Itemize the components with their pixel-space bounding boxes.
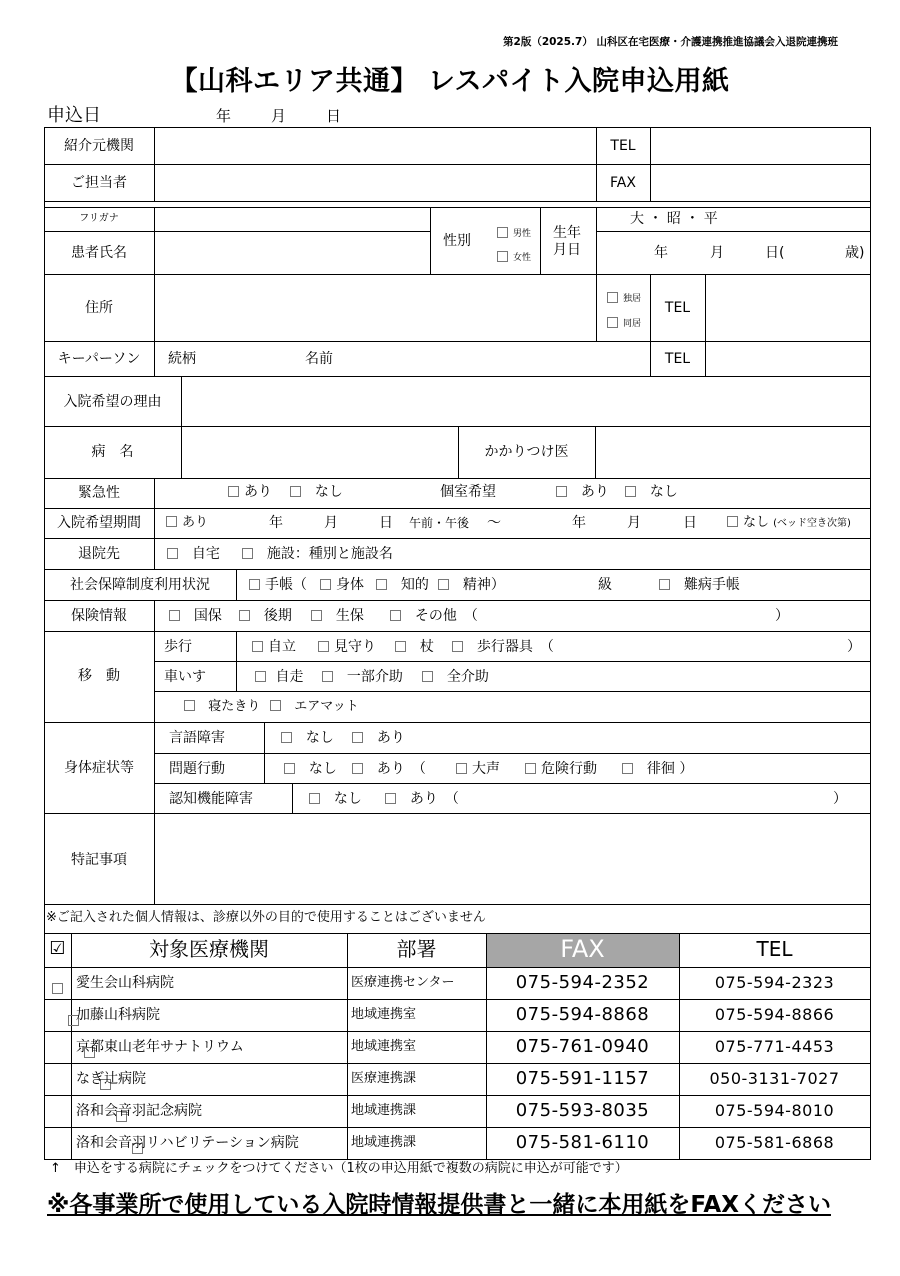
birth-label-1: 生年 xyxy=(553,225,581,241)
full-label: 全介助 xyxy=(446,669,489,685)
physical-option[interactable] xyxy=(320,578,364,592)
referrer-contact-field[interactable] xyxy=(156,166,594,200)
notes-label: 特記事項 xyxy=(71,852,127,868)
hospital-fax: 075-593-8035 xyxy=(515,1100,650,1121)
behavior-no-option[interactable] xyxy=(284,762,337,776)
keyperson-tel-label: TEL xyxy=(664,351,691,367)
reason-field[interactable] xyxy=(183,378,868,425)
checkbox-other[interactable] xyxy=(390,610,401,621)
checkbox-cognitive-no[interactable] xyxy=(309,793,320,804)
social-label: 社会保障制度利用状況 xyxy=(70,577,210,593)
behavior-label: 問題行動 xyxy=(169,761,225,777)
speech-no-label: なし xyxy=(305,730,334,746)
checkbox-behavior-no[interactable] xyxy=(284,763,295,774)
partial-label: 一部介助 xyxy=(346,669,403,685)
check-instruction: ↑ 申込をする病院にチェックをつけてください（1枚の申込用紙で複数の病院に申込が可能です） xyxy=(50,1161,628,1176)
walk-walker-option[interactable] xyxy=(452,640,554,654)
hospital-name: 加藤山科病院 xyxy=(76,1007,160,1023)
private-yes-option[interactable] xyxy=(556,485,609,499)
checkbox-facility[interactable] xyxy=(242,548,253,559)
period-month-1: 月 xyxy=(324,515,338,531)
checkbox-handbook[interactable] xyxy=(249,579,260,590)
wander-option[interactable] xyxy=(622,762,693,776)
loud-label: 大声 xyxy=(472,761,500,777)
walk-cane-option[interactable] xyxy=(395,640,434,654)
era-options[interactable]: 大 ・ 昭 ・ 平 xyxy=(630,211,718,227)
checkbox-independent[interactable] xyxy=(252,641,263,652)
period-no-note: (ベッド空き次第) xyxy=(773,518,851,529)
hospital-tel: 075-594-2323 xyxy=(714,973,835,992)
checkbox-private-no[interactable] xyxy=(625,486,636,497)
behavior-no-label: なし xyxy=(308,761,337,777)
period-yes-label: あり xyxy=(182,515,209,530)
fax-header: FAX xyxy=(560,935,605,963)
birth-month: 月 xyxy=(710,245,724,261)
address-tel-field[interactable] xyxy=(707,276,868,340)
wheelchair-self-option[interactable] xyxy=(255,670,303,684)
address-field[interactable] xyxy=(156,276,594,340)
address-tel-label: TEL xyxy=(664,300,691,316)
hospital-dept: 地域連携室 xyxy=(351,1007,417,1022)
cognitive-no-label: なし xyxy=(333,791,362,807)
dept-header: 部署 xyxy=(396,937,437,961)
cognitive-no-option[interactable] xyxy=(309,792,362,806)
cognitive-yes-option[interactable] xyxy=(385,792,459,806)
private-no-label: なし xyxy=(649,484,678,500)
reason-label: 入院希望の理由 xyxy=(63,394,162,410)
checkbox-alone[interactable] xyxy=(607,292,618,303)
checkbox-private-yes[interactable] xyxy=(556,486,567,497)
referrer-org-label: 紹介元機関 xyxy=(64,138,134,154)
danger-label: 危険行動 xyxy=(541,761,597,777)
cane-label: 杖 xyxy=(419,639,434,655)
checkbox-intellectual[interactable] xyxy=(376,579,387,590)
behavior-yes-label: あり （ xyxy=(376,761,426,777)
keyperson-label: キーパーソン xyxy=(57,351,141,367)
female-label: 女性 xyxy=(513,253,532,263)
hospital-dept: 地域連携室 xyxy=(351,1039,417,1054)
checkbox-welfare[interactable] xyxy=(311,610,322,621)
wheelchair-label: 車いす xyxy=(164,669,206,685)
period-label: 入院希望期間 xyxy=(57,515,141,531)
checkbox-physical[interactable] xyxy=(320,579,331,590)
insurance-other-option[interactable] xyxy=(390,609,478,623)
hospital-fax: 075-594-8868 xyxy=(515,1004,650,1025)
period-day-1: 日 xyxy=(379,515,393,531)
private-room-label: 個室希望 xyxy=(440,484,496,500)
urgency-no-option[interactable] xyxy=(290,485,343,499)
checkbox-cane[interactable] xyxy=(395,641,406,652)
male-label: 男性 xyxy=(513,229,532,239)
footer-notice: ※各事業所で使用している入院時情報提供書と一緒に本用紙をFAXください xyxy=(47,1192,831,1218)
family-doctor-label: かかりつけ医 xyxy=(484,444,569,460)
checkbox-mental[interactable] xyxy=(438,579,449,590)
insurance-label: 保険情報 xyxy=(71,608,127,624)
cognitive-close-paren: ） xyxy=(833,791,847,807)
checkbox-walker[interactable] xyxy=(452,641,463,652)
mental-option[interactable] xyxy=(438,578,505,592)
version-note: 第2版（2025.7） 山科区在宅医療・介護連携推進協議会入退院連携班 xyxy=(503,36,838,48)
mental-label: 精神） xyxy=(462,577,505,593)
bedridden-label: 寝たきり xyxy=(208,699,261,714)
walk-independent-option[interactable] xyxy=(252,640,296,654)
living-alone-option[interactable] xyxy=(607,293,641,304)
checkbox-watch[interactable] xyxy=(318,641,329,652)
checkbox-wander[interactable] xyxy=(622,763,633,774)
hospital-name: 愛生会山科病院 xyxy=(76,975,174,991)
hospital-fax: 075-591-1157 xyxy=(515,1068,650,1089)
keyperson-name-label: 名前 xyxy=(305,351,333,367)
discharge-label: 退院先 xyxy=(78,546,120,562)
hospital-tel: 075-771-4453 xyxy=(714,1037,835,1056)
referrer-contact-label: ご担当者 xyxy=(71,175,127,191)
checkbox-together[interactable] xyxy=(607,317,618,328)
checkbox-cognitive-yes[interactable] xyxy=(385,793,396,804)
hospital-checkbox[interactable] xyxy=(52,983,63,994)
cognitive-label: 認知機能障害 xyxy=(169,791,253,807)
checkbox-full[interactable] xyxy=(422,671,433,682)
referrer-tel-label: TEL xyxy=(610,138,636,154)
handbook-option[interactable] xyxy=(249,578,307,592)
referrer-fax-field[interactable] xyxy=(652,166,868,200)
checkbox-later[interactable] xyxy=(239,610,250,621)
hospital-tel: 050-3131-7027 xyxy=(709,1069,840,1088)
speech-yes-label: あり xyxy=(376,730,405,746)
other-label: その他 （ xyxy=(414,608,478,624)
ampm-label: 午前・午後 xyxy=(409,516,470,530)
private-no-option[interactable] xyxy=(625,485,678,499)
walker-label: 歩行器具 （ xyxy=(476,639,554,655)
checkbox-intractable[interactable] xyxy=(659,579,670,590)
checkbox-speech-yes[interactable] xyxy=(352,732,363,743)
keyperson-tel-field[interactable] xyxy=(707,343,868,375)
bedridden-option[interactable] xyxy=(184,700,260,713)
checkbox-urgency-no[interactable] xyxy=(290,486,301,497)
checkbox-airmat[interactable] xyxy=(270,700,281,711)
checkbox-self[interactable] xyxy=(255,671,266,682)
hospital-name-header: 対象医療機関 xyxy=(149,937,269,961)
independent-label: 自立 xyxy=(268,639,296,655)
sex-male-option[interactable] xyxy=(497,228,531,239)
checkbox-home[interactable] xyxy=(167,548,178,559)
walker-close-paren: ） xyxy=(847,639,861,655)
period-month-2: 月 xyxy=(627,515,641,531)
disease-label: 病 名 xyxy=(91,444,134,460)
hospital-dept: 地域連携課 xyxy=(351,1135,417,1150)
loud-option[interactable] xyxy=(456,762,500,776)
checkbox-danger[interactable] xyxy=(525,763,536,774)
privacy-notice: ※ご記入された個人情報は、診療以外の目的で使用することはございません xyxy=(46,910,486,925)
hospital-dept: 地域連携課 xyxy=(351,1103,417,1118)
furigana-field[interactable] xyxy=(156,209,428,230)
private-yes-label: あり xyxy=(580,484,609,500)
hospital-fax: 075-581-6110 xyxy=(515,1132,650,1153)
sex-female-option[interactable] xyxy=(497,252,531,263)
self-label: 自走 xyxy=(275,669,304,685)
page-title: 【山科エリア共通】 レスパイト入院申込用紙 xyxy=(170,66,730,97)
hospital-name: 京都東山老年サナトリウム xyxy=(76,1039,244,1055)
patient-name-field[interactable] xyxy=(156,233,428,273)
age-label: 歳) xyxy=(845,245,865,261)
checkbox-urgency-yes[interactable] xyxy=(228,486,239,497)
checkbox-speech-no[interactable] xyxy=(281,732,292,743)
behavior-yes-option[interactable] xyxy=(352,762,426,776)
airmat-option[interactable] xyxy=(270,700,359,713)
symptoms-label: 身体症状等 xyxy=(64,760,134,776)
facility-label: 施設：種別と施設名 xyxy=(266,546,393,562)
cognitive-yes-label: あり （ xyxy=(409,791,459,807)
disease-field[interactable] xyxy=(183,428,456,477)
referrer-tel-field[interactable] xyxy=(652,129,868,163)
mobility-label: 移 動 xyxy=(78,668,120,684)
furigana-label: フリガナ xyxy=(79,213,119,224)
hospital-tel: 075-594-8010 xyxy=(714,1101,835,1120)
period-year-2: 年 xyxy=(572,515,586,531)
checkbox-partial[interactable] xyxy=(322,671,333,682)
date-year: 年 xyxy=(216,107,232,125)
checkbox-behavior-yes[interactable] xyxy=(352,763,363,774)
wander-label: 徘徊 ） xyxy=(646,761,694,777)
period-year-1: 年 xyxy=(269,515,283,531)
hospital-tel: 075-594-8866 xyxy=(714,1005,835,1024)
checkbox-loud[interactable] xyxy=(456,763,467,774)
checkbox-period-no[interactable] xyxy=(727,516,738,527)
date-month: 月 xyxy=(271,107,287,125)
birth-label-2: 月日 xyxy=(553,242,581,258)
urgency-no-label: なし xyxy=(314,484,343,500)
hospital-fax: 075-761-0940 xyxy=(515,1036,650,1057)
relation-label: 続柄 xyxy=(168,351,196,367)
danger-option[interactable] xyxy=(525,762,597,776)
urgency-yes-label: あり xyxy=(244,484,272,500)
referrer-org-field[interactable] xyxy=(156,129,594,163)
later-label: 後期 xyxy=(263,608,292,624)
grade-label: 級 xyxy=(598,577,612,593)
period-yes-option[interactable] xyxy=(166,516,208,529)
sex-label: 性別 xyxy=(443,233,471,249)
checkbox-male[interactable] xyxy=(497,227,508,238)
speech-no-option[interactable] xyxy=(281,731,334,745)
date-label: 申込日 xyxy=(47,105,101,126)
national-label: 国保 xyxy=(193,608,222,624)
address-label: 住所 xyxy=(85,300,113,316)
urgency-label: 緊急性 xyxy=(78,485,120,501)
hospital-dept: 医療連携課 xyxy=(351,1071,417,1086)
living-together-option[interactable] xyxy=(607,318,641,329)
tilde-label: ～ xyxy=(487,515,501,531)
checkbox-female[interactable] xyxy=(497,251,508,262)
intellectual-label: 知的 xyxy=(400,577,429,593)
wheelchair-partial-option[interactable] xyxy=(322,670,403,684)
intractable-option[interactable] xyxy=(659,578,740,592)
checkbox-bedridden[interactable] xyxy=(184,700,195,711)
together-label: 同居 xyxy=(623,319,642,329)
date-day: 日 xyxy=(326,107,342,125)
wheelchair-full-option[interactable] xyxy=(422,670,489,684)
period-no-option[interactable] xyxy=(727,516,851,529)
insurance-national-option[interactable] xyxy=(169,609,222,623)
period-day-2: 日 xyxy=(683,515,697,531)
discharge-home-option[interactable] xyxy=(167,547,220,561)
intellectual-option[interactable] xyxy=(376,578,429,592)
home-label: 自宅 xyxy=(191,546,220,562)
check-header: ☑ xyxy=(49,938,66,959)
hospital-name: 洛和会音羽記念病院 xyxy=(76,1103,202,1119)
alone-label: 独居 xyxy=(623,294,642,304)
notes-field[interactable] xyxy=(156,815,868,903)
patient-name-label: 患者氏名 xyxy=(71,245,127,261)
insurance-welfare-option[interactable] xyxy=(311,609,364,623)
speech-label: 言語障害 xyxy=(169,730,225,746)
birth-day: 日( xyxy=(765,245,785,261)
walk-watch-option[interactable] xyxy=(318,640,376,654)
period-no-label: なし xyxy=(743,515,770,530)
urgency-yes-option[interactable] xyxy=(228,485,272,499)
hospital-tel: 075-581-6868 xyxy=(714,1133,835,1152)
airmat-label: エアマット xyxy=(294,699,359,714)
physical-label: 身体 xyxy=(336,577,364,593)
hospital-fax: 075-594-2352 xyxy=(515,972,650,993)
insurance-later-option[interactable] xyxy=(239,609,292,623)
checkbox-period-yes[interactable] xyxy=(166,516,177,527)
speech-yes-option[interactable] xyxy=(352,731,405,745)
hospital-name: 洛和会音羽リハビリテーション病院 xyxy=(76,1135,299,1151)
welfare-label: 生保 xyxy=(335,608,364,624)
referrer-fax-label: FAX xyxy=(610,175,636,191)
tel-header: TEL xyxy=(756,937,793,961)
intractable-label: 難病手帳 xyxy=(683,577,740,593)
hospital-name: なぎ辻病院 xyxy=(76,1071,146,1087)
handbook-label: 手帳（ xyxy=(265,577,307,593)
walk-label: 歩行 xyxy=(164,639,192,655)
watch-label: 見守り xyxy=(334,639,376,655)
family-doctor-field[interactable] xyxy=(597,428,868,477)
birth-year: 年 xyxy=(654,245,668,261)
discharge-facility-option[interactable] xyxy=(242,547,393,561)
insurance-close-paren: ） xyxy=(775,608,789,624)
hospital-dept: 医療連携センター xyxy=(351,975,455,990)
checkbox-national[interactable] xyxy=(169,610,180,621)
